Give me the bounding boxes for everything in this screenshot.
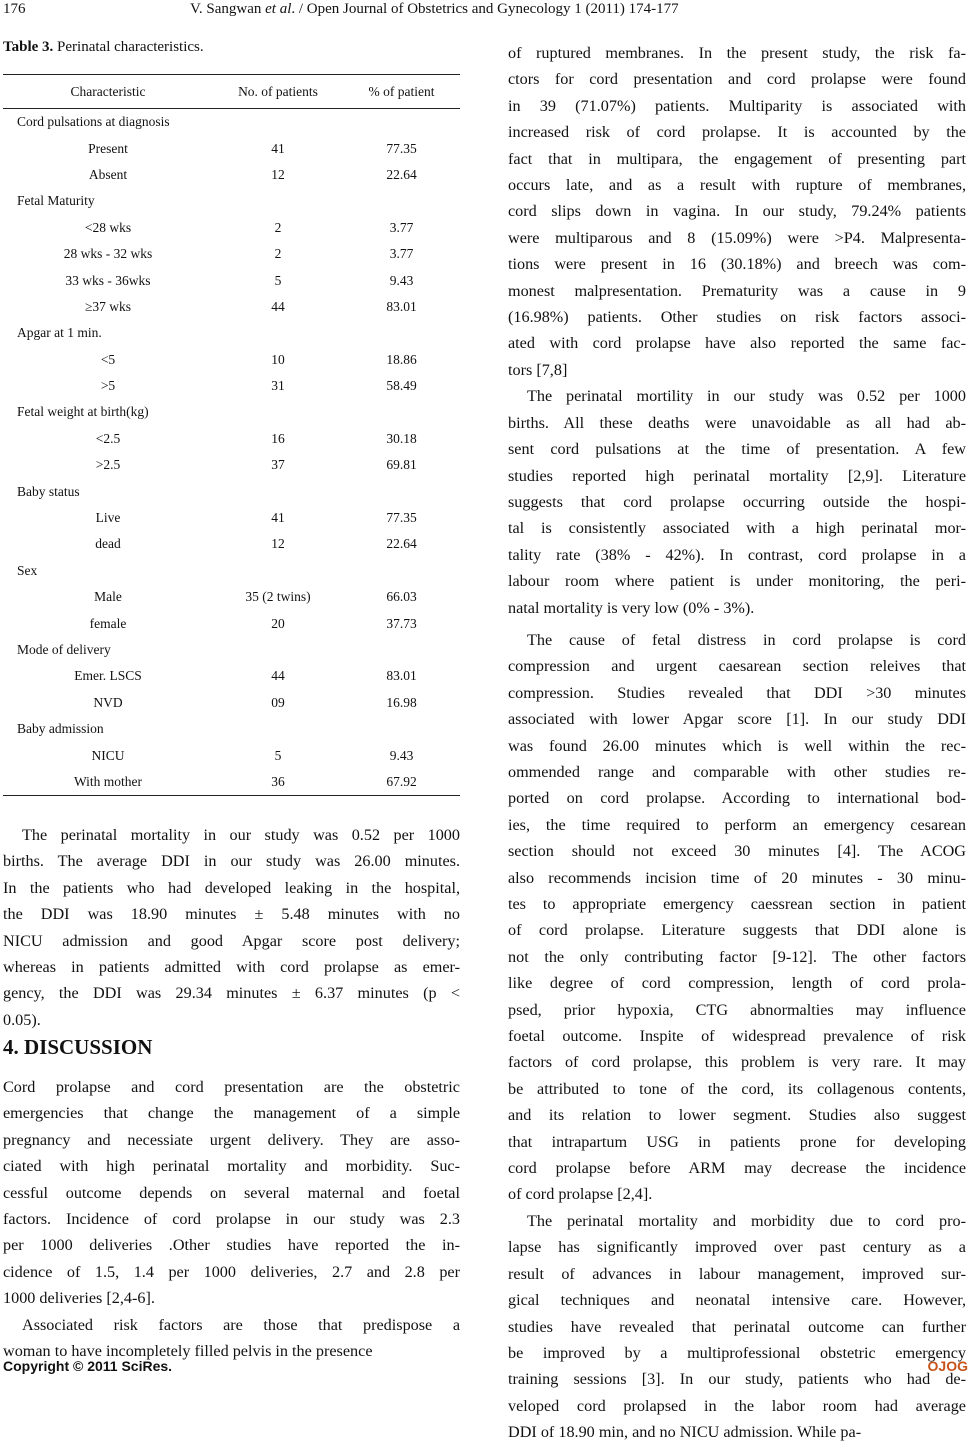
text-line: studies reported high perinatal mortality [2,9]. Literature	[508, 466, 966, 485]
characteristic-cell: dead	[95, 536, 121, 552]
text-line: cord prolapse before ARM may decrease the incidence	[508, 1159, 966, 1178]
text-line: In the patients who had developed leaking in the hospital,	[3, 878, 460, 897]
group-label: Fetal weight at birth(kg)	[17, 404, 149, 420]
text-line: factors of cord prolapse, this problem is very rare. It may	[508, 1053, 966, 1072]
percent-cell: 30.18	[386, 430, 417, 446]
text-line: that intrapartum USG in patients prone for developing	[508, 1132, 966, 1151]
text-line: cessful outcome depends on several maternal and foetal	[3, 1183, 460, 1202]
text-line: associated with lower Apgar score [1]. In our study DDI	[508, 710, 966, 729]
percent-cell: 22.64	[386, 166, 417, 182]
text-line: tal is consistently associated with a high perinatal mor-	[508, 519, 966, 538]
table-row	[3, 215, 460, 241]
characteristic-cell: >2.5	[95, 457, 121, 473]
risk-factors-text	[508, 40, 966, 383]
percent-cell: 66.03	[386, 589, 417, 605]
patient-count-cell: 41	[271, 510, 285, 526]
characteristic-cell: 28 wks - 32 wks	[63, 246, 153, 262]
section-heading-discussion: 4. DISCUSSION	[3, 1035, 153, 1059]
journal-tag: OJOG	[927, 1358, 968, 1374]
table-row	[3, 162, 460, 188]
text-line: of cord prolapse [2,4].	[508, 1185, 653, 1204]
text-line: of cord prolapse. Literature suggests that DDI alone is	[508, 921, 966, 940]
text-line: gency, the DDI was 29.34 minutes ± 6.37 minutes (p <	[3, 984, 460, 1003]
patient-count-cell: 2	[274, 246, 282, 262]
column-header-percent: % of patient	[343, 75, 460, 109]
patient-count-cell: 5	[274, 272, 282, 288]
percent-cell: 69.81	[386, 457, 417, 473]
characteristic-cell: 33 wks - 36wks	[65, 272, 151, 288]
patient-count-cell: 36	[213, 769, 343, 796]
table-group-row	[3, 188, 460, 214]
running-head-etal: et al	[265, 1, 292, 17]
text-line: also recommends incision time of 20 minutes - 30 minu-	[508, 868, 966, 887]
percent-cell: 16.98	[386, 694, 417, 710]
patient-count-cell: 37	[271, 457, 285, 473]
table-header-row	[3, 75, 460, 109]
column-header-characteristic: Characteristic	[3, 75, 213, 109]
text-line: cidence of 1.5, 1.4 per 1000 deliveries, 2.7 and 2.8 per	[3, 1262, 460, 1281]
text-line: births. The average DDI in our study was 26.00 minutes.	[3, 852, 460, 871]
text-line: like degree of cord compression, length of cord prola-	[508, 974, 966, 993]
characteristic-cell: Male	[94, 589, 122, 605]
characteristic-cell: Live	[95, 510, 121, 526]
patient-count-cell: 5	[274, 747, 282, 763]
group-label: Mode of delivery	[17, 642, 111, 657]
right-column	[508, 40, 966, 1446]
text-line: DDI of 18.90 min, and no NICU admission. While pa-	[508, 1423, 862, 1442]
characteristic-cell: NICU	[91, 747, 125, 763]
table-row	[3, 373, 460, 399]
text-line: The cause of fetal distress in cord prolapse is cord	[527, 630, 966, 649]
discussion-text-1	[3, 1074, 460, 1312]
patient-count-cell: 31	[271, 378, 285, 394]
text-line: ciated with high perinatal mortality and morbidity. Suc-	[3, 1157, 460, 1176]
results-text	[3, 822, 460, 1033]
patient-count-cell: 12	[271, 536, 285, 552]
percent-cell: 77.35	[386, 510, 417, 526]
column-header-no-of-patients: No. of patients	[213, 75, 343, 109]
characteristic-cell: <2.5	[95, 430, 121, 446]
table-row	[3, 426, 460, 452]
text-line: section should not exceed 30 minutes [4]. The ACOG	[508, 842, 966, 861]
text-line: fact that in multipara, the engagement of presenting part	[508, 149, 966, 168]
text-line: tors [7,8]	[508, 360, 568, 379]
patient-count-cell: 16	[271, 430, 285, 446]
table-row	[3, 769, 460, 796]
text-line: veloped cord prolapsed in the labor room had average	[508, 1396, 966, 1415]
percent-cell: 67.92	[343, 769, 460, 796]
text-line: labour room where patient is under monitoring, the peri-	[508, 572, 966, 591]
discussion-paragraph-1	[3, 1074, 460, 1364]
table-body	[3, 109, 460, 796]
text-line: be improved by a multiprofessional obstetric emergency	[508, 1343, 966, 1362]
table-group-row	[3, 637, 460, 663]
text-line: sent cord pulsations at the time of presentation. A few	[508, 440, 966, 459]
text-line: pregnancy and necessiate urgent delivery. They are asso-	[3, 1130, 460, 1149]
percent-cell: 37.73	[386, 615, 417, 631]
characteristic-cell: <28 wks	[84, 219, 132, 235]
patient-count-cell: 12	[271, 166, 285, 182]
text-line: monest malpresentation. Prematurity was a cause in 9	[508, 281, 966, 300]
characteristic-cell: NVD	[93, 694, 123, 710]
characteristic-cell: >5	[100, 378, 116, 394]
table-row	[3, 742, 460, 768]
characteristic-cell: Present	[88, 140, 128, 156]
patient-count-cell: 10	[271, 351, 285, 367]
text-line: was found 26.00 minutes which is well within the rec-	[508, 736, 966, 755]
text-line: and its relation to lower segment. Studies also suggest	[508, 1106, 966, 1125]
group-label: Baby status	[17, 483, 80, 499]
perinatal-characteristics-table	[3, 74, 460, 796]
group-label: Fetal Maturity	[17, 193, 95, 209]
text-line: increased risk of cord prolapse. It is accounted by the	[508, 123, 966, 142]
patient-count-cell: 2	[274, 219, 282, 235]
text-line: ated with cord prolapse have also reported the same fac-	[508, 334, 966, 353]
group-label: Cord pulsations at diagnosis	[17, 114, 170, 130]
text-line: NICU admission and good Apgar score post delivery;	[3, 931, 460, 950]
percent-cell: 83.01	[386, 298, 417, 314]
text-line: result of advances in labour management, improved sur-	[508, 1264, 966, 1283]
text-line: Associated risk factors are those that predispose a	[22, 1315, 460, 1334]
percent-cell: 3.77	[389, 246, 414, 262]
running-head	[190, 1, 679, 18]
text-line: of ruptured membranes. In the present study, the risk fa-	[508, 44, 966, 62]
text-line: tes to appropriate emergency caessrean section in patient	[508, 895, 966, 913]
table-row	[3, 135, 460, 161]
text-line: births. All these deaths were unavoidable as all had ab-	[508, 413, 966, 432]
text-line: the DDI was 18.90 minutes ± 5.48 minutes with no	[3, 905, 460, 924]
text-line: cord slips down in vagina. In our study, 79.24% patients	[508, 202, 966, 221]
text-line: were multiparous and 8 (15.09%) were >P4. Malpresenta-	[508, 228, 966, 247]
characteristic-cell: With mother	[3, 769, 213, 796]
text-line: per 1000 deliveries .Other studies have reported the in-	[3, 1236, 460, 1255]
text-line: natal mortality is very low (0% - 3%).	[508, 598, 755, 617]
text-line: whereas in patients admitted with cord prolapse as emer-	[3, 958, 460, 977]
text-line: not the only contributing factor [9-12]. The other factors	[508, 947, 966, 966]
text-line: The perinatal mortality in our study was 0.52 per 1000	[22, 826, 460, 844]
characteristic-cell: <5	[100, 351, 116, 367]
running-head-journal: . / Open Journal of Obstetrics and Gynecology 1 (2011) 174-177	[291, 1, 679, 17]
text-line: occurs late, and as a result with rupture of membranes,	[508, 176, 966, 195]
text-line: psed, prior hypoxia, CTG abnormalties may influence	[508, 1000, 966, 1019]
page-footer	[0, 1358, 971, 1382]
text-line: training sessions [3]. In our study, patients who had de-	[508, 1370, 966, 1389]
text-line: in 39 (71.07%) patients. Multiparity is associated with	[508, 96, 966, 115]
characteristic-cell: ≥37 wks	[84, 298, 132, 314]
text-line: ctors for cord presentation and cord prolapse were found	[508, 70, 966, 89]
page-number: 176	[3, 1, 26, 17]
percent-cell: 58.49	[386, 378, 417, 394]
text-line: be attributed to tone of the cord, its collagenous contents,	[508, 1079, 966, 1098]
text-line: tality rate (38% - 42%). In contrast, cord prolapse in a	[508, 545, 966, 564]
patient-count-cell: 09	[271, 694, 285, 710]
outcome-improvement-text	[508, 1208, 966, 1446]
table-row	[3, 531, 460, 557]
table-group-row	[3, 320, 460, 346]
text-line: The perinatal mortility in our study was 0.52 per 1000	[527, 387, 966, 406]
group-label: Sex	[17, 562, 38, 578]
text-line: factors. Incidence of cord prolapse in our study was 2.3	[3, 1210, 460, 1229]
table-group-row	[3, 109, 460, 136]
table-caption	[3, 38, 460, 56]
perinatal-mortality-text	[508, 383, 966, 621]
text-line: compression. Studies revealed that DDI >30 minutes	[508, 683, 966, 702]
text-line: foetal outcome. Inspite of widespread prevalence of risk	[508, 1027, 966, 1046]
percent-cell: 22.64	[386, 536, 417, 552]
text-line: tions were present in 16 (30.18%) and breech was com-	[508, 255, 966, 274]
percent-cell: 9.43	[389, 272, 414, 288]
left-column	[3, 36, 460, 1361]
patient-count-cell: 41	[271, 140, 285, 156]
text-line: emergencies that change the management of a simple	[3, 1104, 460, 1123]
table-row	[3, 584, 460, 610]
text-line: lapse has significantly improved over past century as a	[508, 1238, 966, 1257]
percent-cell: 18.86	[386, 351, 417, 367]
copyright-notice: Copyright © 2011 SciRes.	[3, 1358, 173, 1374]
table-row	[3, 241, 460, 267]
running-head-authors: V. Sangwan	[190, 1, 266, 17]
text-line: gical techniques and neonatal intensive care. However,	[508, 1291, 966, 1310]
text-line: ported on cord prolapse. According to international bod-	[508, 789, 966, 808]
patient-count-cell: 44	[271, 298, 285, 314]
text-line: 1000 deliveries [2,4-6].	[3, 1289, 155, 1308]
text-line: studies have revealed that perinatal outcome can further	[508, 1317, 966, 1336]
table-row	[3, 267, 460, 293]
table-row	[3, 690, 460, 716]
table-row	[3, 347, 460, 373]
text-line: compression and urgent caesarean section releives that	[508, 657, 966, 676]
percent-cell: 9.43	[389, 747, 414, 763]
characteristic-cell: Emer. LSCS	[74, 668, 142, 684]
patient-count-cell: 44	[271, 668, 285, 684]
table-caption-text: Perinatal characteristics.	[53, 39, 204, 55]
patient-count-cell: 20	[271, 615, 285, 631]
text-line: Cord prolapse and cord presentation are the obstetric	[3, 1078, 460, 1096]
percent-cell: 3.77	[389, 219, 414, 235]
characteristic-cell: Absent	[88, 166, 128, 182]
text-line: (16.98%) patients. Other studies on risk factors associ-	[508, 308, 966, 327]
table-caption-label: Table 3.	[3, 39, 54, 55]
percent-cell: 83.01	[386, 668, 417, 684]
text-line: woman to have incompletely filled pelvis in the presence	[3, 1342, 373, 1361]
percent-cell: 77.35	[386, 140, 417, 156]
table-group-row	[3, 399, 460, 425]
table-row	[3, 452, 460, 478]
text-line: The perinatal mortality and morbidity due to cord pro-	[527, 1211, 966, 1230]
text-line: 0.05).	[3, 1010, 41, 1029]
patient-count-cell: 35 (2 twins)	[245, 589, 311, 605]
characteristic-cell: female	[89, 615, 127, 631]
text-line: suggests that cord prolapse occurring outside the hospi-	[508, 492, 966, 511]
discussion-text-2	[3, 1312, 460, 1365]
table-row	[3, 663, 460, 689]
page-header	[0, 0, 971, 22]
table-group-row	[3, 558, 460, 584]
text-line: ies, the time required to perform an emergency cesarean	[508, 815, 966, 834]
table-row	[3, 610, 460, 636]
table-row	[3, 505, 460, 531]
group-label: Apgar at 1 min.	[17, 325, 102, 341]
text-line: ommended range and comparable with other studies re-	[508, 762, 966, 781]
table-group-row	[3, 716, 460, 742]
table-row	[3, 294, 460, 320]
group-label: Baby admission	[17, 721, 104, 737]
fetal-distress-text	[508, 627, 966, 1208]
results-paragraph	[3, 822, 460, 1033]
table-group-row	[3, 478, 460, 504]
